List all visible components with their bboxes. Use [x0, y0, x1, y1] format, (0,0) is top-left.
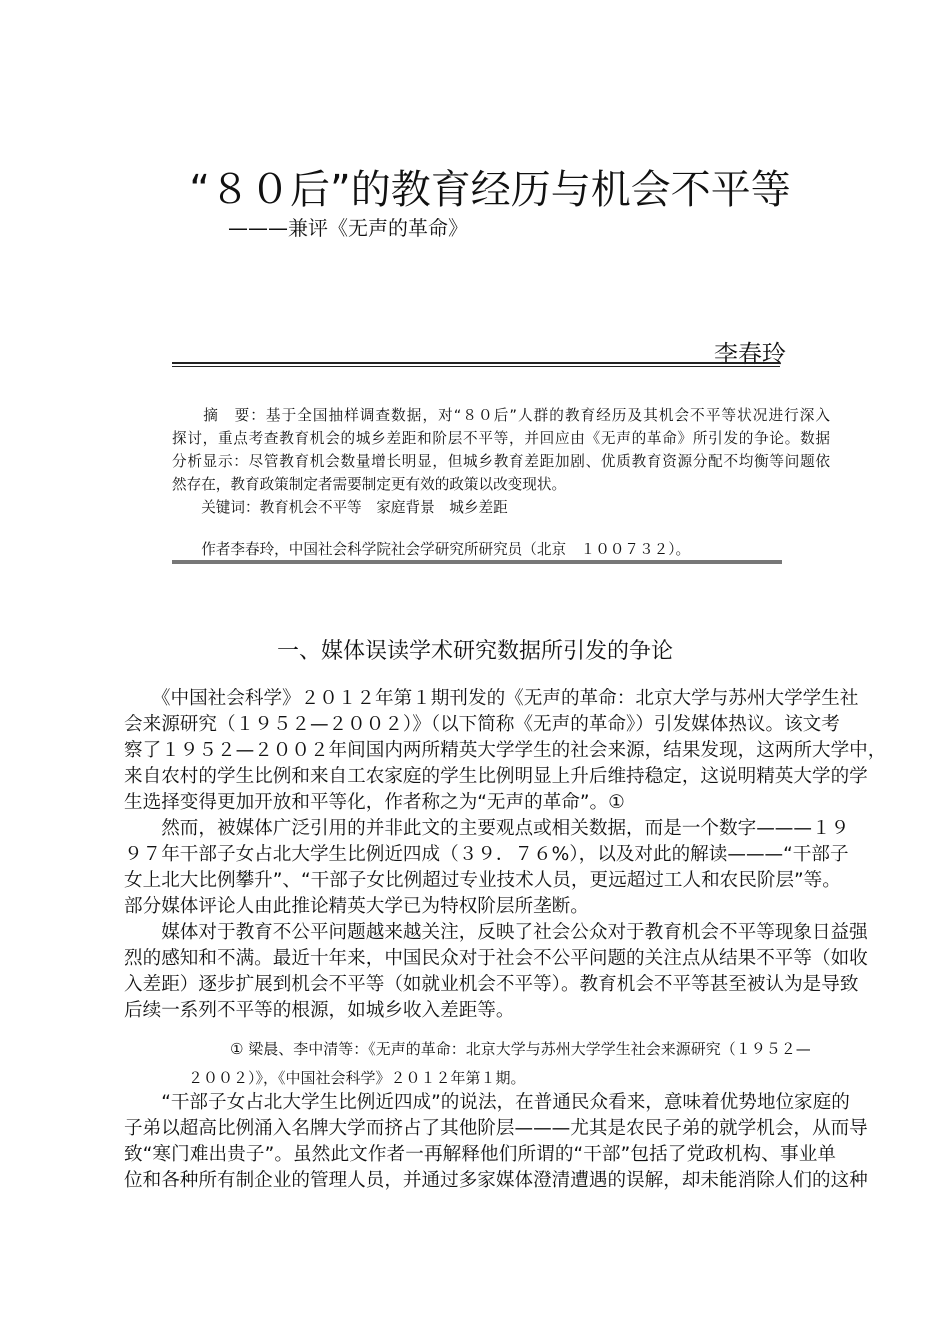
- text-line: ９７年干部子女占北大学生比例近四成（３９．７６%），以及对此的解读———“干部子: [124, 844, 849, 865]
- abstract-line: 探讨，重点考查教育机会的城乡差距和阶层不平等，并回应由《无声的革命》所引发的争论。数据: [172, 430, 830, 447]
- text-line: 《中国社会科学》２０１２年第１期刊发的《无声的革命：北京大学与苏州大学学生社: [124, 688, 859, 709]
- footnote-line: ① 梁晨、李中清等：《无声的革命：北京大学与苏州大学学生社会来源研究（１９５２—: [230, 1040, 811, 1058]
- abstract: [172, 404, 830, 519]
- footnote-line: ２００２）》，《中国社会科学》２０１２年第１期。: [188, 1069, 526, 1087]
- document-title: “８０后”的教育经历与机会不平等: [189, 167, 791, 213]
- abstract-line: 然存在，教育政策制定者需要制定更有效的政策以改变现状。: [172, 476, 567, 493]
- text-line: 来自农村的学生比例和来自工农家庭的学生比例明显上升后维持稳定，这说明精英大学的学: [124, 766, 868, 787]
- paragraph-2: [124, 816, 850, 920]
- text-line: 子弟以超高比例涌入名牌大学而挤占了其他阶层———尤其是农民子弟的就学机会，从而导: [124, 1118, 868, 1139]
- divider-line: [172, 362, 780, 364]
- text-line: “干部子女占北大学生比例近四成”的说法，在普通民众看来，意味着优势地位家庭的: [124, 1092, 850, 1113]
- text-line: 后续一系列不平等的根源，如城乡收入差距等。: [124, 1000, 515, 1021]
- abstract-line: 分析显示：尽管教育机会数量增长明显，但城乡教育差距加剧、优质教育资源分配不均衡等问题依: [172, 453, 830, 470]
- text-line: 入差距）逐步扩展到机会不平等（如就业机会不平等）。教育机会不平等甚至被认为是导致: [124, 974, 859, 995]
- divider-line: [172, 560, 782, 564]
- text-line: 媒体对于教育不公平问题越来越关注，反映了社会公众对于教育机会不平等现象日益强: [124, 922, 868, 943]
- divider-line: [172, 366, 780, 367]
- text-line: 然而，被媒体广泛引用的并非此文的主要观点或相关数据，而是一个数字———１９: [124, 818, 850, 839]
- text-line: 察了１９５２—２００２年间国内两所精英大学学生的社会来源，结果发现，这两所大学中，: [124, 740, 887, 761]
- text-line: 烈的感知和不满。最近十年来，中国民众对于社会不公平问题的关注点从结果不平等（如收: [124, 948, 868, 969]
- section-heading: 一、媒体误读学术研究数据所引发的争论: [276, 639, 673, 664]
- abstract-line: 摘 要：基于全国抽样调查数据，对“８０后”人群的教育经历及其机会不平等状况进行深入: [172, 407, 830, 424]
- text-line: 部分媒体评论人由此推论精英大学已为特权阶层所垄断。: [124, 896, 589, 917]
- keywords: 关键词：教育机会不平等 家庭背景 城乡差距: [172, 499, 508, 516]
- text-line: 会来源研究（１９５２—２００２）》（以下简称《无声的革命》）引发媒体热议。该文考: [124, 714, 840, 735]
- author-name: 李春玲: [714, 340, 786, 368]
- text-line: 女上北大比例攀升”、“干部子女比例超过专业技术人员，更远超过工人和农民阶层”等。: [124, 870, 841, 891]
- document-subtitle: ———兼评《无声的革命》: [228, 216, 468, 240]
- paragraph-3: [124, 920, 868, 1024]
- text-line: 致“寒门难出贵子”。虽然此文作者一再解释他们所谓的“干部”包括了党政机构、事业单: [124, 1144, 836, 1165]
- text-line: 生选择变得更加开放和平等化，作者称之为“无声的革命”。①: [124, 792, 625, 813]
- paragraph-1: [124, 686, 887, 816]
- text-line: 位和各种所有制企业的管理人员，并通过多家媒体澄清遭遇的误解，却未能消除人们的这种: [124, 1170, 868, 1191]
- paragraph-4: [124, 1090, 868, 1194]
- author-note: 作者李春玲，中国社会科学院社会学研究所研究员（北京 １００７３２）。: [172, 541, 691, 558]
